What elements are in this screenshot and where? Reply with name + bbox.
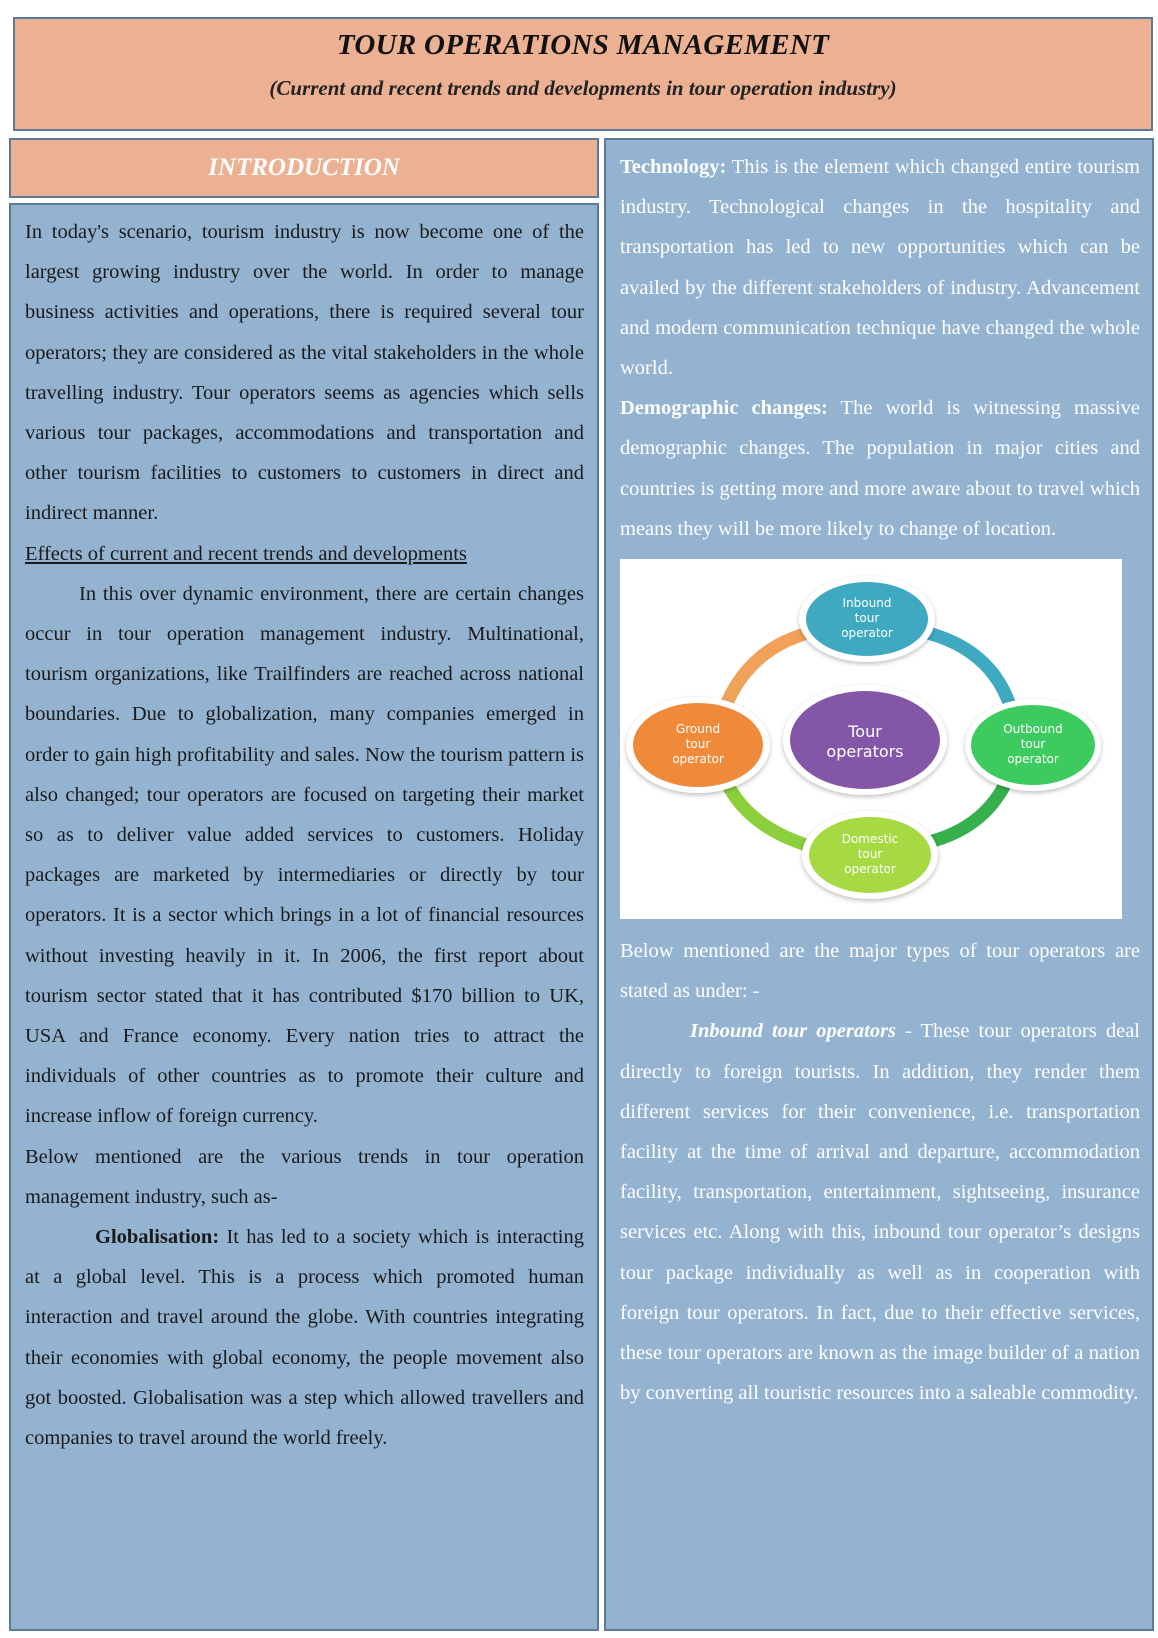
demographic-paragraph <box>620 388 1140 549</box>
effects-paragraph: In this over dynamic environment, there are certain changes occur in tour operation management industry. Multinational, tourism organizations, like Trailfinders are reached across national boundaries. Due to globalization, many companies emerged in order to gain high profitability and sales. Now the tourism pattern is also changed; tour operators are focused on targeting their market so as to deliver value added services to customers. Holiday packages are marketed by intermediaries or directly by tour operators. It is a sector which brings in a lot of financial resources without investing heavily in it. In 2006, the first report about tourism sector stated that it has contributed $170 billion to UK, USA and France economy. Every nation tries to attract the individuals of other countries as to promote their culture and increase inflow of foreign currency. <box>25 582 584 1128</box>
globalisation-label: Globalisation: <box>95 1226 220 1249</box>
technology-text: This is the element which changed entire tourism industry. Technological changes in the hospitality and transportation has led to new opportunities which can be availed by the different stakeholders of industry. Advancement and modern communication technique have changed the whole world. <box>620 156 1140 380</box>
inbound-label: Inbound tour operators <box>690 1020 897 1043</box>
node-center-label-1: Tour <box>848 722 882 742</box>
intro-paragraph: In today's scenario, tourism industry is now become one of the largest growing industry over the world. In order to manage business activities and operations, there is required several tour operators; they are considered as the vital stakeholders in the whole travelling industry. Tour operators seems as agencies which sells various tour packages, accommodations and transportation and other tourism facilities to customers to customers in direct and indirect manner. <box>25 221 584 525</box>
node-left-label-2: tour <box>685 737 711 752</box>
technology-paragraph <box>620 147 1140 388</box>
page-subtitle: (Current and recent trends and developments in tour operation industry) <box>269 76 897 100</box>
left-column <box>9 203 599 1631</box>
node-right-label-3: operator <box>1007 752 1059 767</box>
node-top-label-3: operator <box>841 626 893 641</box>
demographic-text: The world is witnessing massive demographic changes. The population in major cities and countries is getting more and more aware about to travel which means they will be more likely to change of location. <box>620 397 1140 540</box>
page-title: TOUR OPERATIONS MANAGEMENT <box>336 29 830 61</box>
page-header <box>13 17 1153 131</box>
node-left-label-1: Ground <box>675 722 721 737</box>
node-left-label-3: operator <box>672 752 724 767</box>
node-top-label-2: tour <box>854 611 880 626</box>
node-bottom-label-3: operator <box>844 862 896 877</box>
tour-operators-diagram <box>620 559 1122 919</box>
inbound-paragraph <box>620 1011 1140 1413</box>
effects-heading: Effects of current and recent trends and developments <box>25 542 467 565</box>
node-right-label-1: Outbound <box>1003 722 1063 737</box>
inbound-text: - These tour operators deal directly to foreign tourists. In addition, they render them different services for their convenience, i.e. transportation facility at the time of arrival and departure, accommodation facility, transportation, entertainment, sightseeing, insurance services etc. Along with this, inbound tour operator’s designs tour package individually as well as in cooperation with foreign tour operators. In fact, due to their effective services, these tour operators are known as the image builder of a nation by converting all touristic resources into a saleable commodity. <box>620 1020 1140 1405</box>
trends-intro-paragraph: Below mentioned are the various trends in tour operation management industry, such as- <box>25 1145 584 1208</box>
diagram-svg <box>620 559 1122 919</box>
technology-label: Technology: <box>620 156 727 178</box>
node-bottom-label-1: Domestic <box>841 832 899 847</box>
node-bottom-label-2: tour <box>857 847 883 862</box>
node-center-label-2: operators <box>826 742 904 762</box>
right-column <box>604 138 1154 1631</box>
introduction-heading: INTRODUCTION <box>208 154 400 181</box>
globalisation-text: It has led to a society which is interacting at a global level. This is a process which promoted human interaction and travel around the globe. With countries integrating their economies with global economy, the people movement also got boosted. Globalisation was a step which allowed travellers and companies to travel around the world freely. <box>25 1226 584 1450</box>
node-right-label-2: tour <box>1020 737 1046 752</box>
types-intro-paragraph: Below mentioned are the major types of tour operators are stated as under: - <box>620 940 1140 1003</box>
demographic-label: Demographic changes: <box>620 397 828 420</box>
globalisation-paragraph <box>25 1217 584 1458</box>
node-top-label-1: Inbound <box>842 596 892 611</box>
introduction-heading-box <box>9 138 599 198</box>
